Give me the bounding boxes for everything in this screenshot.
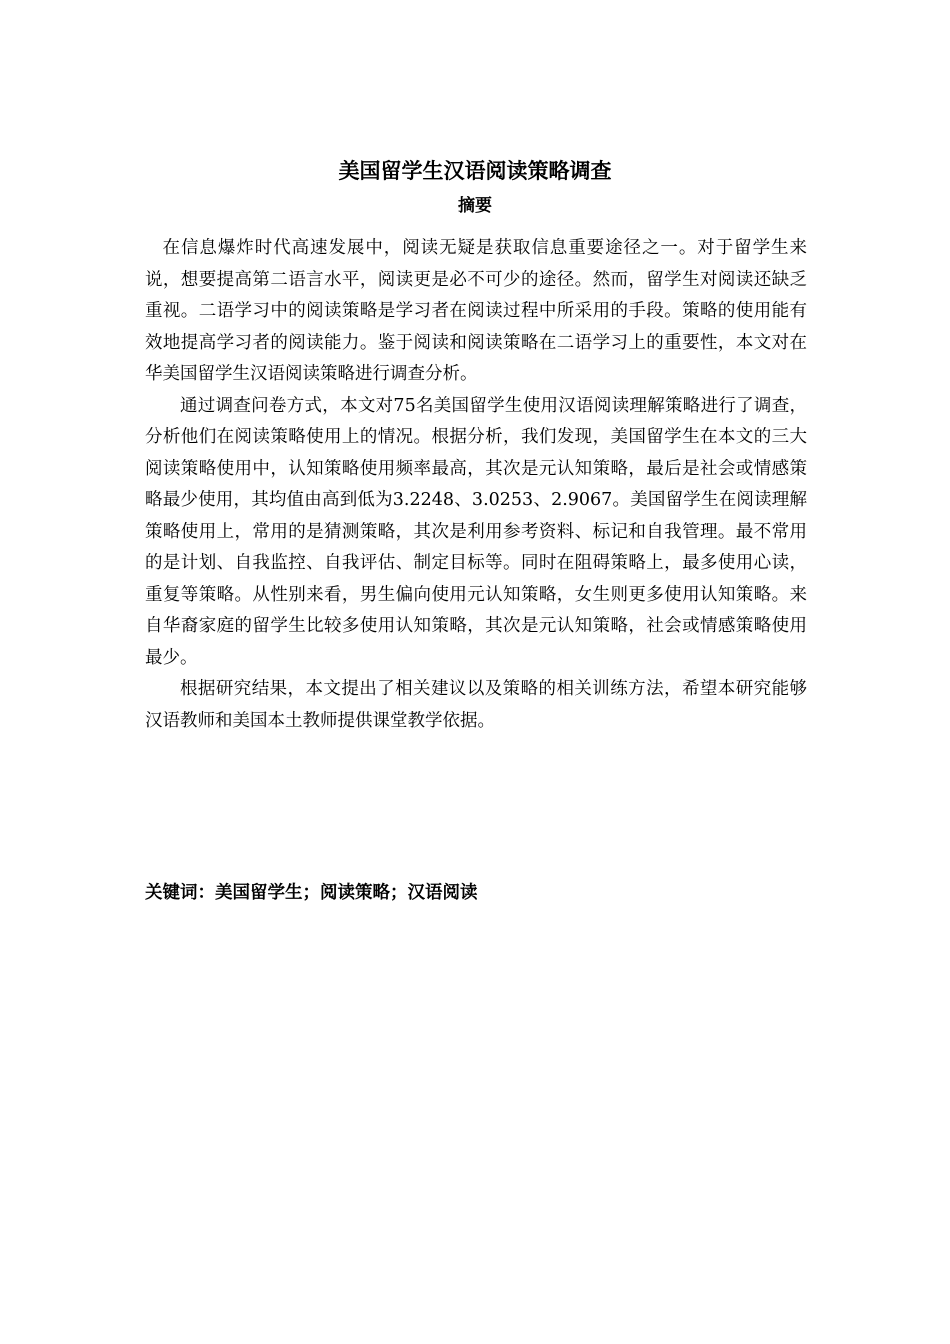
abstract-paragraph-1: 在信息爆炸时代高速发展中，阅读无疑是获取信息重要途径之一。对于留学生来说，想要提高第二语言水平，阅读更是必不可少的途径。然而，留学生对阅读还缺乏重视。二语学习中的阅读策略是学习者在阅读过程中所采用的手段。策略的使用能有效地提高学习者的阅读能力。鉴于阅读和阅读策略在二语学习上的重要性，本文对在华美国留学生汉语阅读策略进行调查分析。 bbox=[145, 238, 807, 384]
abstract-paragraph-2: 通过调查问卷方式，本文对75名美国留学生使用汉语阅读理解策略进行了调查，分析他们在阅读策略使用上的情况。根据分析，我们发现，美国留学生在本文的三大阅读策略使用中，认知策略使用频率最高，其次是元认知策略，最后是社会或情感策略最少使用，其均值由高到低为3.2248、3.0253、2.9067。美国留学生在阅读理解策略使用上，常用的是猜测策略，其次是利用参考资料、标记和自我管理。最不常用的是计划、自我监控、自我评估、制定目标等。同时在阻碍策略上，最多使用心读，重复等策略。从性别来看，男生偏向使用元认知策略，女生则更多使用认知策略。来自华裔家庭的留学生比较多使用认知策略，其次是元认知策略，社会或情感策略使用最少。 bbox=[145, 395, 807, 668]
abstract-body bbox=[145, 233, 807, 737]
abstract-heading: 摘要 bbox=[458, 196, 492, 216]
abstract-paragraph-3: 根据研究结果，本文提出了相关建议以及策略的相关训练方法，希望本研究能够汉语教师和美国本土教师提供课堂教学依据。 bbox=[145, 679, 807, 731]
keywords-line: 关键词：美国留学生；阅读策略；汉语阅读 bbox=[145, 883, 478, 903]
document-title: 美国留学生汉语阅读策略调查 bbox=[338, 158, 612, 183]
